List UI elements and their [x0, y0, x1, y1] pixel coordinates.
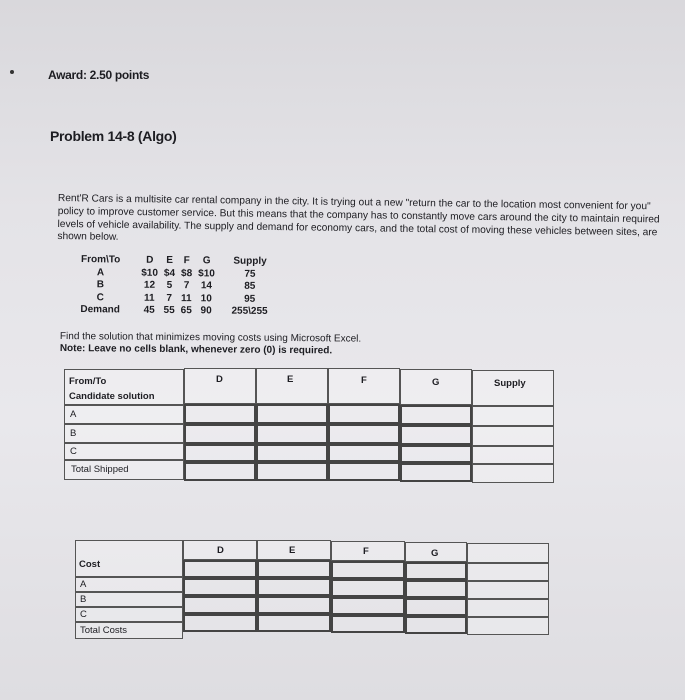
cost-row-b: B: [80, 594, 87, 605]
instruction-note: Note: Leave no cells blank, whenever zero (0) is required.: [59, 342, 333, 357]
row-label: C: [96, 291, 104, 303]
row-label-cell: [64, 443, 184, 460]
supply-cell-c: [472, 446, 554, 464]
cost-input-a-e[interactable]: [257, 560, 331, 578]
cost-input-c-e[interactable]: [257, 596, 331, 614]
total-costs-input-f[interactable]: [331, 615, 405, 633]
total-costs-input-d[interactable]: [183, 614, 257, 632]
column-header-d: D: [216, 374, 223, 385]
demand-value: 45: [143, 304, 155, 316]
total-shipped-label: Total Shipped: [71, 464, 129, 475]
solution-input-b-f[interactable]: [328, 424, 400, 444]
total-supply-demand: 255\255: [231, 305, 268, 317]
column-header: F: [183, 255, 190, 267]
column-header-g: G: [432, 377, 440, 388]
total-shipped-input-g[interactable]: [400, 463, 472, 482]
total-costs-input-e[interactable]: [257, 614, 331, 632]
solution-input-c-f[interactable]: [328, 444, 400, 462]
supply-header: Supply: [233, 255, 267, 267]
cost-value: 12: [143, 279, 156, 291]
cost-extra-cell: [467, 617, 549, 635]
solution-input-b-e[interactable]: [256, 424, 328, 444]
cost-value: $4: [163, 267, 176, 279]
corner-label: From\To: [80, 254, 121, 266]
supply-value: 75: [244, 268, 256, 280]
row-label-cell: [75, 592, 183, 607]
column-header-cell: [328, 368, 400, 404]
total-shipped-input-d[interactable]: [184, 462, 256, 481]
row-label-cell: [64, 405, 184, 424]
solution-input-a-g[interactable]: [400, 405, 472, 425]
cost-input-c-g[interactable]: [405, 598, 467, 616]
solution-input-c-d[interactable]: [184, 444, 256, 462]
cost-value: 11: [143, 292, 155, 304]
cost-input-a-g[interactable]: [405, 562, 467, 580]
supply-value: 95: [244, 293, 256, 305]
cost-input-b-f[interactable]: [331, 579, 405, 597]
solution-input-b-d[interactable]: [184, 424, 256, 444]
cost-column-g: G: [431, 548, 439, 559]
cost-input-c-d[interactable]: [183, 596, 257, 614]
given-data-table: [77, 254, 271, 319]
cost-input-c-f[interactable]: [331, 597, 405, 615]
row-label: A: [96, 266, 105, 278]
supply-cell-a: [472, 406, 554, 426]
corner-label: From/To: [69, 376, 107, 387]
column-header: E: [166, 254, 174, 266]
demand-label: Demand: [80, 304, 120, 316]
cost-value: 11: [181, 292, 192, 304]
cost-extra-header-cell: [467, 543, 549, 563]
row-label-cell: [75, 577, 183, 592]
cost-extra-cell: [467, 599, 549, 617]
cost-value: $8: [181, 267, 193, 279]
cost-column-e: E: [289, 545, 296, 556]
cost-value: 10: [200, 292, 212, 304]
problem-description: Rent'R Cars is a multisite car rental company in the city. It is trying out a new "return the car to the location most convenient for you" policy to improve customer service. But this means that the company has to constantly move cars around the city to maintain required levels of vehicle availability. The supply and demand for economy cars, and the total cost of moving these vehicles between sites, are shown below.: [57, 193, 660, 244]
cost-input-a-f[interactable]: [331, 561, 405, 579]
award-label: Award: 2.50 points: [48, 68, 150, 82]
solution-input-c-e[interactable]: [256, 444, 328, 462]
total-shipped-input-e[interactable]: [256, 462, 328, 481]
cost-input-a-d[interactable]: [183, 560, 257, 578]
solution-input-a-d[interactable]: [184, 404, 256, 424]
supply-value: 85: [244, 280, 256, 292]
cost-extra-cell: [467, 563, 549, 581]
total-costs-input-g[interactable]: [405, 616, 467, 634]
demand-value: 65: [180, 305, 192, 317]
total-shipped-input-f[interactable]: [328, 462, 400, 481]
cost-value: 7: [166, 292, 173, 304]
demand-value: 90: [200, 305, 212, 317]
row-label-c: C: [70, 446, 77, 457]
cost-input-b-d[interactable]: [183, 578, 257, 596]
column-header: D: [146, 254, 154, 266]
row-label-cell: [64, 424, 184, 443]
column-header-e: E: [287, 374, 294, 385]
cost-row-c: C: [80, 609, 87, 620]
cost-column-d: D: [217, 545, 224, 556]
bullet-dot: [10, 70, 14, 74]
instructions: [60, 331, 361, 358]
row-label-cell: [75, 607, 183, 622]
cost-extra-cell: [467, 581, 549, 599]
cost-input-b-g[interactable]: [405, 580, 467, 598]
solution-input-a-f[interactable]: [328, 404, 400, 424]
column-header-f: F: [361, 375, 367, 386]
cost-row-a: A: [80, 579, 87, 590]
cost-value: 14: [200, 280, 213, 292]
column-header: G: [202, 255, 211, 267]
cost-column-f: F: [363, 546, 369, 557]
cost-value: $10: [141, 267, 159, 279]
supply-header: Supply: [494, 378, 526, 389]
instruction-text: Find the solution that minimizes moving costs using Microsoft Excel.: [59, 331, 362, 345]
cost-value: $10: [198, 267, 215, 279]
row-label-a: A: [70, 409, 77, 420]
supply-cell-b: [472, 426, 554, 446]
cost-input-b-e[interactable]: [257, 578, 331, 596]
cost-value: 7: [183, 280, 190, 292]
problem-title: Problem 14-8 (Algo): [50, 128, 177, 144]
total-shipped-supply-cell: [472, 464, 554, 483]
solution-input-a-e[interactable]: [256, 404, 328, 424]
cost-title: Cost: [79, 559, 101, 570]
demand-value: 55: [163, 304, 175, 317]
row-label-b: B: [70, 428, 77, 439]
row-label: B: [96, 279, 105, 291]
total-costs-label: Total Costs: [80, 625, 127, 636]
cost-value: 5: [166, 279, 173, 291]
solution-input-c-g[interactable]: [400, 445, 472, 463]
solution-input-b-g[interactable]: [400, 425, 472, 445]
candidate-solution-label: Candidate solution: [69, 391, 155, 402]
